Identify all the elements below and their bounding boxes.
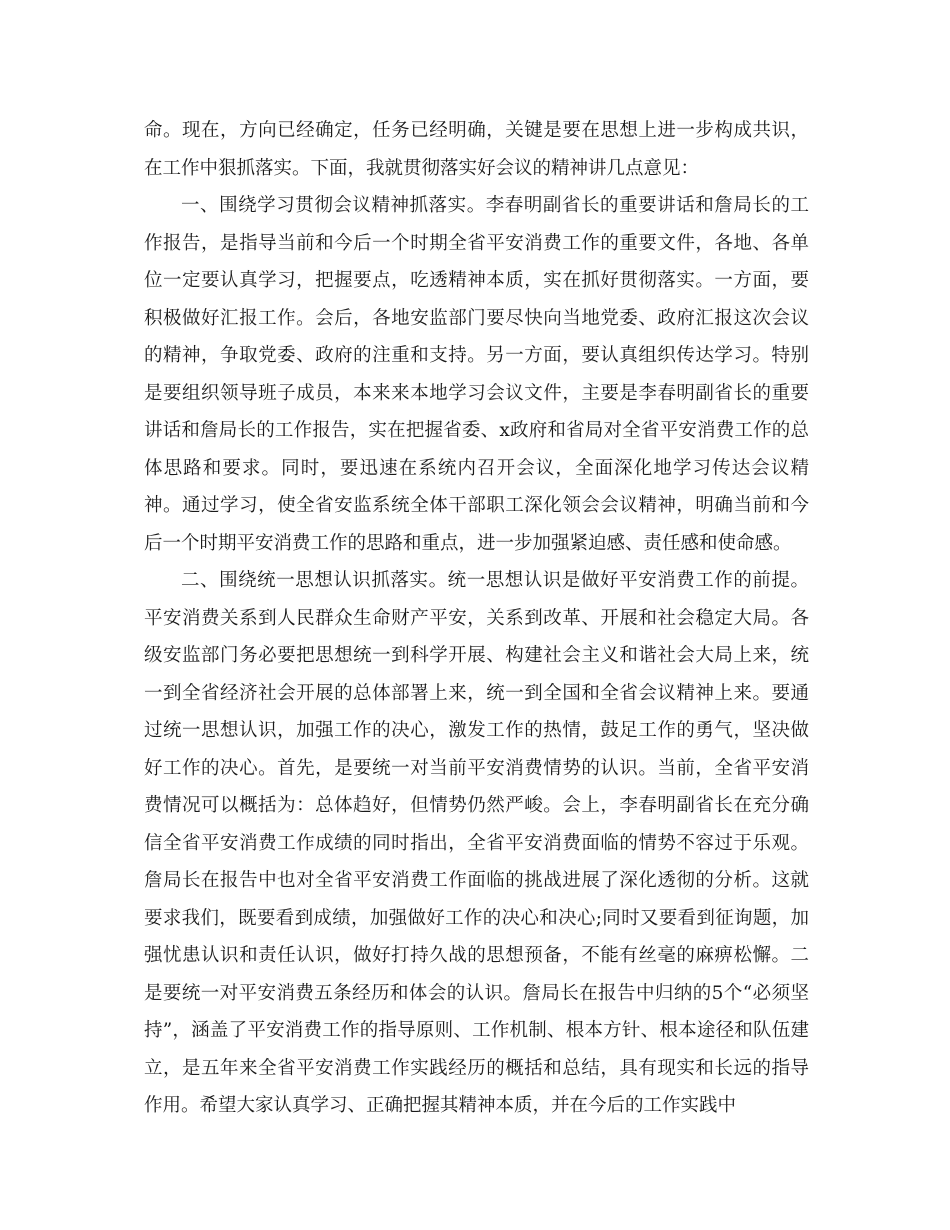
paragraph-continuation: 命。现在，方向已经确定，任务已经明确，关键是要在思想上进一步构成共识，在工作中狠抓落实。下面，我就贯彻落实好会议的精神讲几点意见：	[144, 120, 809, 179]
paragraph-section-one: 一、围绕学习贯彻会议精神抓落实。李春明副省长的重要讲话和詹局长的工作报告，是指导当前和今后一个时期全省平安消费工作的重要文件，各地、各单位一定要认真学习，把握要点，吃透精神本质，实在抓好贯彻落实。一方面，要积极做好汇报工作。会后，各地安监部门要尽快向当地党委、政府汇报这次会议的精神，争取党委、政府的注重和支持。另一方面，要认真组织传达学习。特别是要组织领导班子成员，本来来本地学习会议文件，主要是李春明副省长的重要讲话和詹局长的工作报告，实在把握省委、x政府和省局对全省平安消费工作的总体思路和要求。同时，要迅速在系统内召开会议，全面深化地学习传达会议精神。通过学习，使全省安监系统全体干部职工深化领会会议精神，明确当前和今后一个时期平安消费工作的思路和重点，进一步加强紧迫感、责任感和使命感。	[144, 195, 809, 554]
paragraph-section-two: 二、围绕统一思想认识抓落实。统一思想认识是做好平安消费工作的前提。平安消费关系到人民群众生命财产平安，关系到改革、开展和社会稳定大局。各级安监部门务必要把思想统一到科学开展、构建社会主义和谐社会大局上来，统一到全省经济社会开展的总体部署上来，统一到全国和全省会议精神上来。要通过统一思想认识，加强工作的决心，激发工作的热情，鼓足工作的勇气，坚决做好工作的决心。首先，是要统一对当前平安消费情势的认识。当前，全省平安消费情况可以概括为：总体趋好，但情势仍然严峻。会上，李春明副省长在充分确信全省平安消费工作成绩的同时指出，全省平安消费面临的情势不容过于乐观。詹局长在报告中也对全省平安消费工作面临的挑战进展了深化透彻的分析。这就要求我们，既要看到成绩，加强做好工作的决心和决心;同时又要看到征询题，加强忧患认识和责任认识，做好打持久战的思想预备，不能有丝毫的麻痹松懈。二是要统一对平安消费五条经历和体会的认识。詹局长在报告中归纳的5个“必须坚持”，涵盖了平安消费工作的指导原则、工作机制、根本方针、根本途径和队伍建立，是五年来全省平安消费工作实践经历的概括和总结，具有现实和长远的指导作用。希望大家认真学习、正确把握其精神本质，并在今后的工作实践中	[144, 570, 809, 1116]
document-body	[144, 112, 809, 1125]
